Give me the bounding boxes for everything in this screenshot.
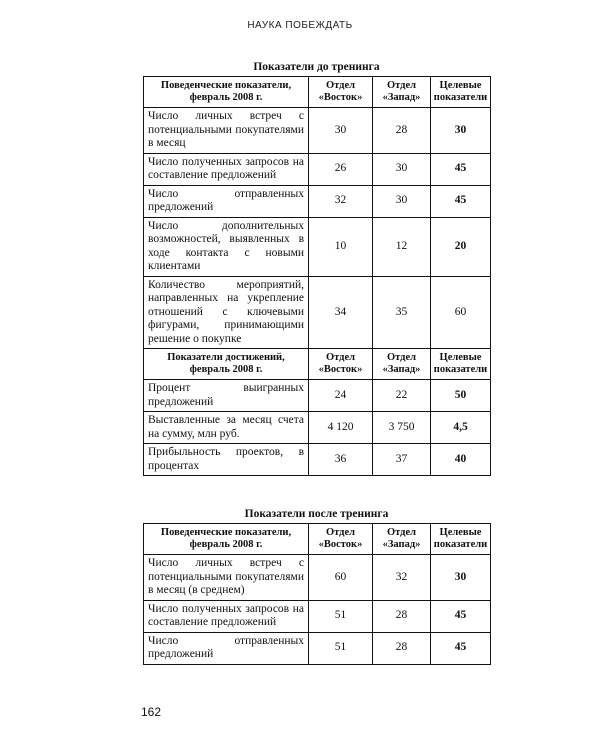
target-value: 4,5 [431, 412, 491, 444]
east-value: 60 [309, 555, 373, 601]
table-row [144, 555, 491, 601]
row-label: Число отправленных предложений [144, 185, 309, 217]
table-row [144, 444, 491, 476]
target-value: 45 [431, 153, 491, 185]
row-label: Число полученных запросов на составление предложений [144, 153, 309, 185]
east-value: 30 [309, 108, 373, 154]
row-label: Выставленные за месяц счета на сумму, млн руб. [144, 412, 309, 444]
target-value: 40 [431, 444, 491, 476]
east-value: 26 [309, 153, 373, 185]
west-value: 22 [373, 380, 431, 412]
west-value: 28 [373, 600, 431, 632]
table-row [144, 108, 491, 154]
east-value: 51 [309, 600, 373, 632]
east-value: 34 [309, 276, 373, 349]
west-value: 30 [373, 153, 431, 185]
west-value: 37 [373, 444, 431, 476]
west-value: 30 [373, 185, 431, 217]
west-value: 32 [373, 555, 431, 601]
table-row [144, 217, 491, 276]
running-head: НАУКА ПОБЕЖДАТЬ [247, 20, 353, 31]
east-value: 32 [309, 185, 373, 217]
page-number: 162 [141, 705, 162, 719]
west-value: 35 [373, 276, 431, 349]
header-cell: Отдел «Запад» [373, 524, 431, 555]
table-caption: Показатели после тренинга [244, 508, 389, 520]
row-label: Количество мероприятий, направленных на укрепление отношений с ключевыми фигурами, принимающими решение о покупке [144, 276, 309, 349]
indicators-table [143, 76, 491, 476]
target-value: 45 [431, 632, 491, 664]
header-cell: Показатели достижений, февраль 2008 г. [144, 349, 309, 380]
target-value: 50 [431, 380, 491, 412]
east-value: 36 [309, 444, 373, 476]
target-value: 20 [431, 217, 491, 276]
table-header-row [144, 524, 491, 555]
header-cell: Отдел «Запад» [373, 77, 431, 108]
header-cell: Целевые показатели [431, 524, 491, 555]
table-row [144, 380, 491, 412]
table-before-training [143, 61, 490, 476]
row-label: Число полученных запросов на составление предложений [144, 600, 309, 632]
table-row [144, 632, 491, 664]
target-value: 30 [431, 108, 491, 154]
table-row [144, 153, 491, 185]
header-cell: Отдел «Запад» [373, 349, 431, 380]
row-label: Число дополнительных возможностей, выявленных в ходе контакта с новыми клиентами [144, 217, 309, 276]
table-after-training [143, 508, 490, 665]
header-cell: Отдел «Восток» [309, 77, 373, 108]
row-label: Число личных встреч с потенциальными покупателями в месяц (в среднем) [144, 555, 309, 601]
target-value: 60 [431, 276, 491, 349]
header-cell: Поведенческие показатели, февраль 2008 г. [144, 77, 309, 108]
table-row [144, 412, 491, 444]
table-row [144, 600, 491, 632]
west-value: 28 [373, 108, 431, 154]
west-value: 3 750 [373, 412, 431, 444]
table-header-row [144, 349, 491, 380]
row-label: Число личных встреч с потенциальными покупателями в месяц [144, 108, 309, 154]
target-value: 45 [431, 600, 491, 632]
row-label: Прибыльность проектов, в процентах [144, 444, 309, 476]
table-header-row [144, 77, 491, 108]
row-label: Число отправленных предложений [144, 632, 309, 664]
east-value: 4 120 [309, 412, 373, 444]
east-value: 24 [309, 380, 373, 412]
header-cell: Целевые показатели [431, 77, 491, 108]
west-value: 28 [373, 632, 431, 664]
header-cell: Целевые показатели [431, 349, 491, 380]
header-cell: Отдел «Восток» [309, 524, 373, 555]
header-cell: Поведенческие показатели, февраль 2008 г. [144, 524, 309, 555]
east-value: 51 [309, 632, 373, 664]
table-row [144, 276, 491, 349]
east-value: 10 [309, 217, 373, 276]
target-value: 30 [431, 555, 491, 601]
indicators-table [143, 523, 491, 665]
target-value: 45 [431, 185, 491, 217]
header-cell: Отдел «Восток» [309, 349, 373, 380]
west-value: 12 [373, 217, 431, 276]
table-caption: Показатели до тренинга [253, 61, 380, 73]
row-label: Процент выигранных предложений [144, 380, 309, 412]
table-row [144, 185, 491, 217]
